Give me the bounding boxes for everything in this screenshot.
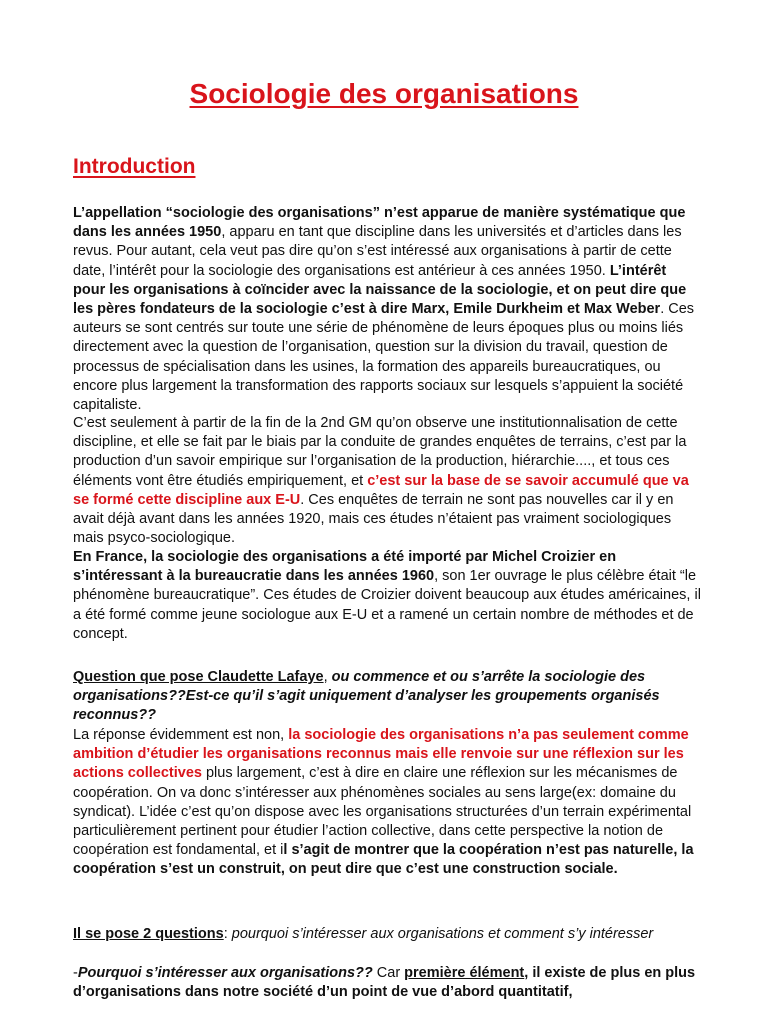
- paragraph-deux-questions: [73, 925, 701, 944]
- paragraph-institutionnalisation: [73, 414, 701, 548]
- text-run: Pourquoi s’intéresser aux organisations??: [77, 965, 373, 981]
- text-run: . Ces auteurs se sont centrés sur toute une série de phénomène de leurs époques plus ou moins liés directement avec la question de l’organisation, question sur la division du travail, question de processus de spécialisation dans les usines, la formation des appareils bureaucratiques, ou encore plus largement la transformation des rapports sociaux sur lesquels s’appuient la société capitaliste.: [73, 301, 695, 414]
- section-heading-introduction: Introduction: [73, 155, 196, 178]
- text-run: , son 1er ouvrage le plus célèbre était “le phénomène bureaucratique”. Ces études de Croizier doivent beaucoup aux études américaines, il a été formé comme jeune sociologue aux E-U et a ramené un certain nombre de méthodes et de concept.: [73, 568, 701, 642]
- text-run: :: [223, 926, 232, 942]
- text-run: Car: [372, 965, 405, 981]
- text-run: C’est seulement à partir de la fin de la 2nd GM qu’on observe une institutionnalisation de cette discipline, et elle se fait par le biais par la conduite de grandes enquêtes de terrains, c’est par la production d’un savoir empirique sur l’organisation de la production, hiérarchie...., et tous ces éléments vont être étudiés empiriquement, et: [73, 415, 687, 489]
- text-run: première élément: [404, 965, 525, 981]
- text-run: . Ces enquêtes de terrain ne sont pas nouvelles car il y en avait déjà avant dans les années 1920, mais ces études n’étaient pas vraiment sociologiques mais psyco-sociologique.: [73, 491, 674, 547]
- paragraph-appellation: [73, 204, 701, 415]
- text-run: -: [73, 965, 78, 981]
- text-run: l s’agit de montrer que la coopération n’est pas naturelle, la coopération s’est un construit, on peut dire que c’est une construction sociale.: [73, 842, 694, 878]
- text-run: pourquoi s’intéresser aux organisations et comment s’y intéresser: [231, 926, 654, 942]
- text-run: En France, la sociologie des organisations a été importé par Michel Croizier en s’intéressant à la bureaucratie dans les années 1960: [73, 549, 617, 585]
- paragraph-question-lafaye: [73, 668, 701, 726]
- text-run: Il se pose 2 questions: [73, 926, 224, 942]
- text-run: , il existe de plus en plus d’organisations dans notre société d’un point de vue d’abord quantitatif,: [73, 965, 696, 1001]
- text-run: L’appellation “sociologie des organisations” n’est apparue de manière systématique que dans les années 1950: [73, 205, 686, 241]
- text-run: La réponse évidemment est non,: [73, 727, 289, 743]
- text-run: plus largement, c’est à dire en claire une réflexion sur les mécanismes de coopération. On va donc s’intéresser aux phénomènes sociales au sens large(ex: domaine du syndicat). L’idée c’est qu’on dispose avec les organisations structurées d’un terrain expérimental particulièrement pertinent pour étudier l’action collective, dans cette perspective la notion de coopération est fondamental, et i: [73, 765, 692, 859]
- text-run: , apparu en tant que discipline dans les universités et d’articles dans les revus. Pour autant, cela veut pas dire qu’on s’est intéressé aux organisations à partir de cette date, l’intérêt pour la sociologie des organisations est antérieur à ces années 1950.: [73, 224, 682, 279]
- text-run: Question que pose Claudette Lafaye: [73, 669, 324, 685]
- text-run: ,: [323, 669, 332, 685]
- text-run: la sociologie des organisations n’a pas seulement comme ambition d’étudier les organisations reconnus mais elle renvoie sur une réflexion sur les actions collectives: [73, 727, 689, 782]
- paragraph-france-croizier: [73, 548, 701, 644]
- text-run: c’est sur la base de se savoir accumulé que va se formé cette discipline aux E-U: [73, 472, 689, 508]
- page-title: Sociologie des organisations: [189, 78, 579, 109]
- paragraph-reponse: [73, 726, 701, 880]
- text-run: L’intérêt pour les organisations à coïncider avec la naissance de la sociologie, et on peut dire que les pères fondateurs de la sociologie c’est à dire Marx, Emile Durkheim et Max Weber: [73, 262, 687, 318]
- text-run: ou commence et ou s’arrête la sociologie des organisations??Est-ce qu’il s’agit uniquement d’analyser les groupements organisés reconnus??: [73, 669, 660, 724]
- paragraph-pourquoi: [73, 964, 701, 1002]
